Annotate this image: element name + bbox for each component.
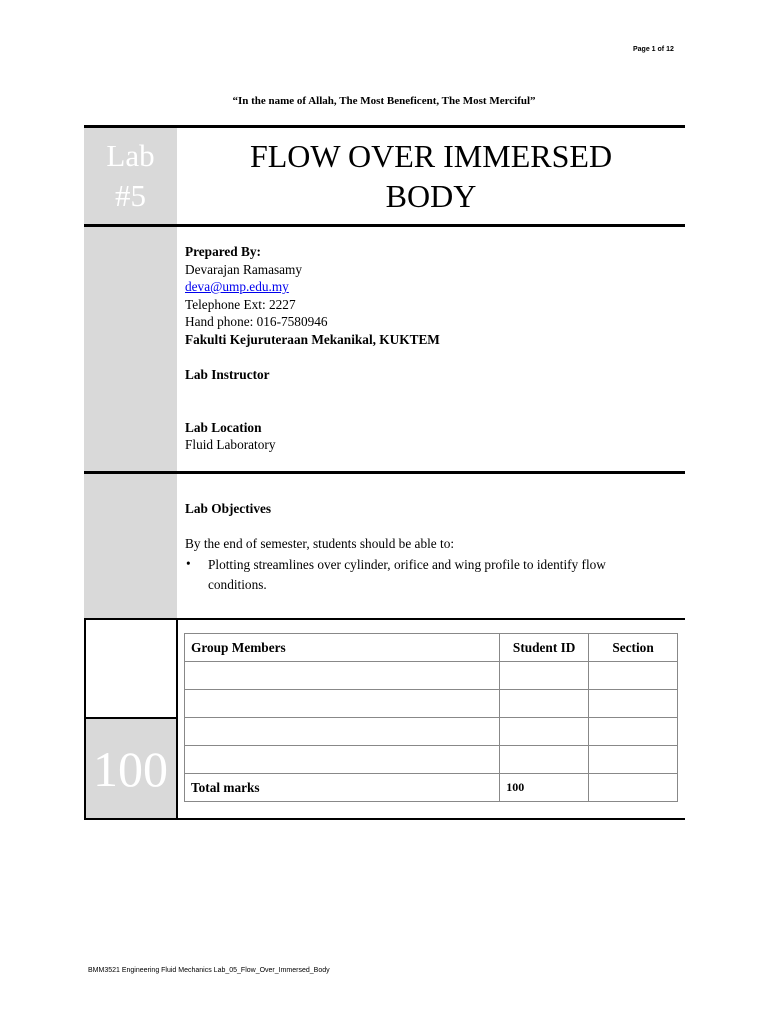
author-email-link[interactable]: deva@ump.edu.my	[185, 279, 289, 294]
group-members-table	[184, 633, 678, 802]
table-row	[185, 662, 678, 690]
location-value: Fluid Laboratory	[185, 437, 276, 452]
bullet-icon: •	[186, 556, 191, 571]
table-row	[185, 718, 678, 746]
lab-label-line-2: #5	[115, 178, 146, 213]
bottom-rule	[84, 818, 685, 820]
table-row	[185, 746, 678, 774]
location-heading: Lab Location	[185, 419, 262, 435]
motto: “In the name of Allah, The Most Beneficent, The Most Merciful”	[232, 95, 536, 107]
objectives-band	[84, 474, 177, 618]
section-cell[interactable]	[589, 690, 678, 718]
instructor-heading: Lab Instructor	[185, 367, 270, 382]
objective-text: Plotting streamlines over cylinder, orifice and wing profile to identify flow conditions.	[208, 557, 606, 592]
handphone-text: Hand phone: 016-7580946	[185, 314, 328, 329]
telephone-text: Telephone Ext: 2227	[185, 296, 296, 312]
lab-label	[84, 136, 177, 216]
section-cell[interactable]	[589, 746, 678, 774]
document-title	[178, 136, 684, 216]
student-id-cell[interactable]	[500, 690, 589, 718]
header-section: Section	[589, 634, 678, 662]
table-header-row	[185, 634, 678, 662]
student-id-cell[interactable]	[500, 718, 589, 746]
objective-item	[185, 555, 665, 595]
score-value: 100	[93, 741, 168, 797]
total-value: 100	[500, 774, 589, 802]
table-row	[185, 690, 678, 718]
student-id-cell[interactable]	[500, 746, 589, 774]
prepared-band	[84, 227, 177, 471]
prepared-info	[185, 243, 675, 454]
objectives-heading: Lab Objectives	[185, 501, 272, 516]
total-row	[185, 774, 678, 802]
objectives-intro: By the end of semester, students should be able to:	[185, 536, 455, 551]
author-name: Devarajan Ramasamy	[185, 261, 303, 277]
member-name-cell[interactable]	[185, 662, 500, 690]
faculty-text: Fakulti Kejuruteraan Mekanikal, KUKTEM	[185, 331, 440, 347]
title-line-2: BODY	[385, 178, 477, 214]
member-name-cell[interactable]	[185, 718, 500, 746]
title-line-1: FLOW OVER IMMERSED	[249, 138, 613, 174]
student-id-cell[interactable]	[500, 662, 589, 690]
header-student-id: Student ID	[500, 634, 589, 662]
objectives-rule	[84, 618, 685, 620]
total-section-cell	[589, 774, 678, 802]
total-label: Total marks	[185, 774, 500, 802]
section-cell[interactable]	[589, 718, 678, 746]
objectives-block	[185, 500, 665, 595]
member-name-cell[interactable]	[185, 746, 500, 774]
section-cell[interactable]	[589, 662, 678, 690]
header-group-members: Group Members	[185, 634, 500, 662]
page-number: Page 1 of 12	[633, 46, 674, 53]
lab-label-line-1: Lab	[106, 138, 155, 173]
page-footer: BMM3521 Engineering Fluid Mechanics Lab_05_Flow_Over_Immersed_Body	[88, 967, 330, 974]
prepared-heading: Prepared By:	[185, 244, 261, 259]
member-name-cell[interactable]	[185, 690, 500, 718]
